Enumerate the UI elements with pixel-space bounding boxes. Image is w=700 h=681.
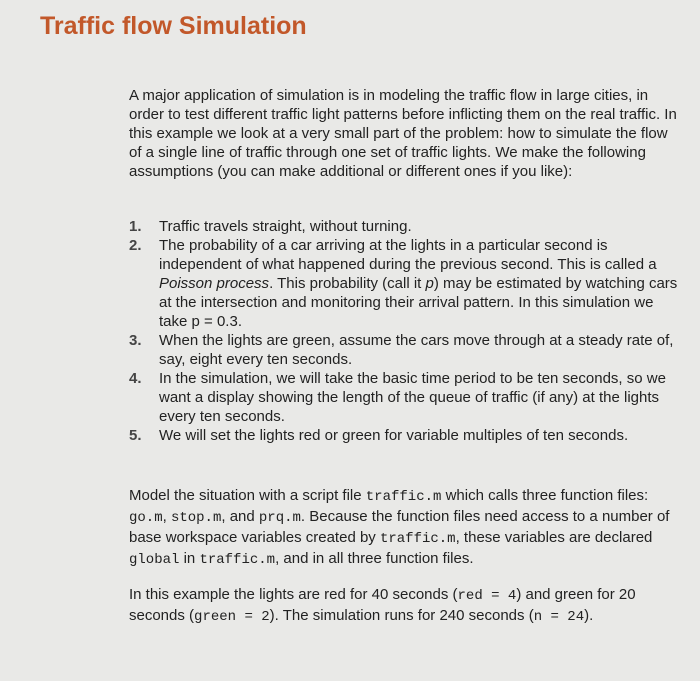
list-item	[129, 369, 679, 426]
model-text: ,	[162, 508, 171, 525]
example-text: In this example the lights are red for 40 seconds (	[129, 586, 458, 603]
example-paragraph	[129, 585, 679, 627]
example-text: ) and green for 20 seconds (	[129, 586, 636, 624]
list-text: When the lights are green, assume the cars move through at a steady rate of, say, eight every ten seconds.	[159, 332, 674, 368]
code-traffic-m: traffic.m	[199, 552, 276, 568]
list-item	[129, 331, 679, 369]
list-text: ) may be estimated by watching cars at the intersection and monitoring their arrival pattern. In this simulation we take	[159, 275, 678, 330]
code-green-expr: green = 2	[194, 609, 270, 625]
list-text: . This probability (call it	[269, 275, 426, 292]
page-title: Traffic flow Simulation	[40, 12, 307, 40]
code-n-expr: n = 24	[533, 609, 585, 625]
example-text: ). The simulation runs for 240 seconds (	[269, 607, 534, 624]
list-text: The probability of a car arriving at the lights in a particular second is independent of what happened during the previous second. This is called a	[159, 237, 657, 273]
code-traffic-m: traffic.m	[365, 489, 442, 505]
model-text: , and	[221, 508, 259, 525]
code-go-m: go.m	[129, 510, 163, 526]
model-text: , and in all three function files.	[275, 550, 474, 567]
code-traffic-m: traffic.m	[379, 531, 456, 547]
example-text: ).	[584, 607, 594, 624]
code-global: global	[129, 552, 180, 568]
model-text: , these variables are declared	[455, 529, 653, 546]
p-value: p = 0.3.	[191, 313, 242, 330]
p-symbol: p	[425, 275, 434, 292]
model-text: in	[179, 550, 200, 567]
model-paragraph	[129, 486, 679, 570]
list-number: 5.	[129, 427, 142, 444]
list-item	[129, 426, 679, 445]
list-number: 1.	[129, 218, 142, 235]
model-text: Model the situation with a script file	[129, 487, 366, 504]
list-item	[129, 236, 679, 331]
poisson-term: Poisson process	[159, 275, 270, 292]
code-prq-m: prq.m	[258, 510, 301, 526]
list-item	[129, 217, 679, 236]
code-stop-m: stop.m	[170, 510, 222, 526]
list-text: Traffic travels straight, without turning.	[159, 218, 412, 235]
list-number: 2.	[129, 237, 142, 254]
list-text: In the simulation, we will take the basic time period to be ten seconds, so we want a display showing the length of the queue of traffic (if any) at the lights every ten seconds.	[159, 370, 666, 425]
assumptions-list	[129, 217, 679, 445]
list-number: 3.	[129, 332, 142, 349]
code-red-expr: red = 4	[457, 588, 517, 604]
list-number: 4.	[129, 370, 142, 387]
model-text: . Because the function files need access to a number of base workspace variables created by	[129, 508, 670, 546]
list-text: We will set the lights red or green for variable multiples of ten seconds.	[159, 427, 629, 444]
intro-paragraph: A major application of simulation is in modeling the traffic flow in large cities, in order to test different traffic light patterns before inflicting them on the real traffic. In this example we look at a very small part of the problem: how to simulate the flow of a single line of traffic through one set of traffic lights. We make the following assumptions (you can make additional or different ones if you like):	[129, 87, 677, 180]
model-text: which calls three function files:	[441, 487, 649, 504]
